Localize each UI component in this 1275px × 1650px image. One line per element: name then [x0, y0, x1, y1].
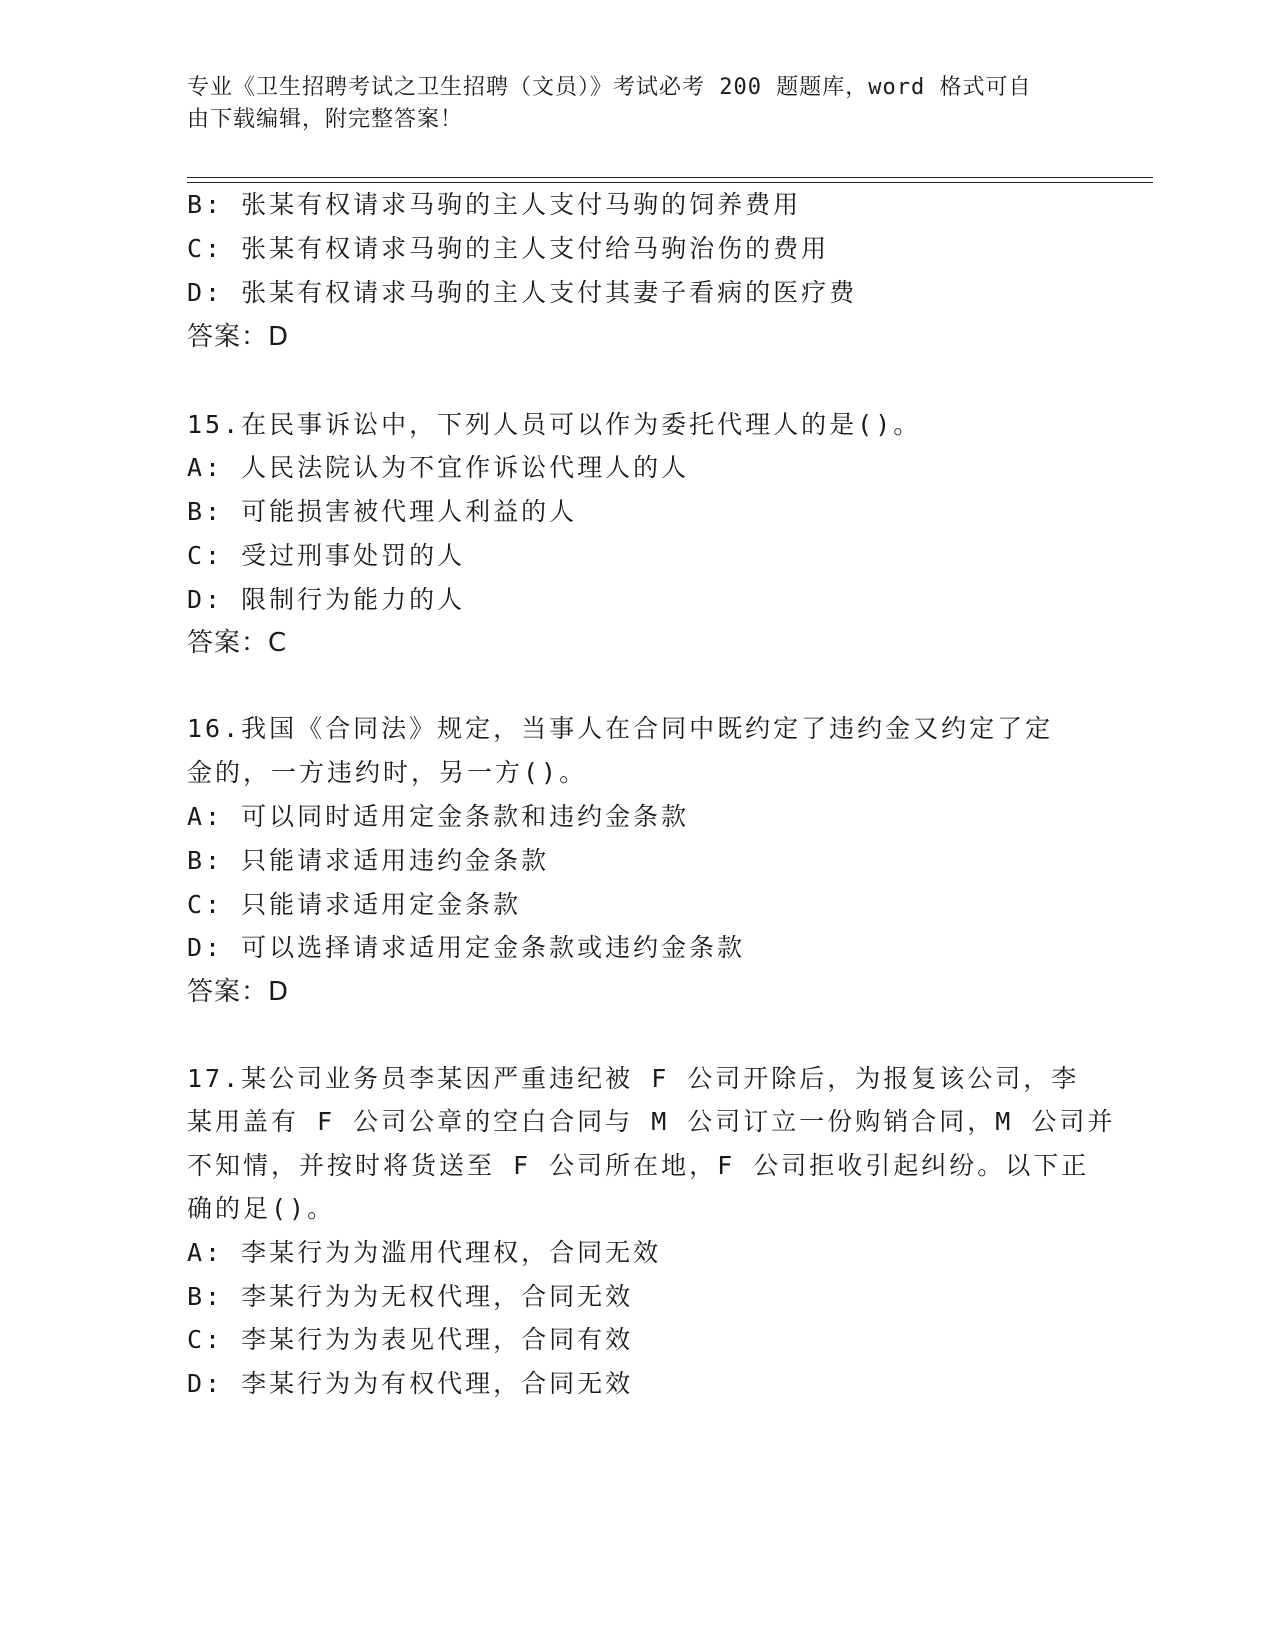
q17-stem-line-3: 不知情，并按时将货送至 F 公司所在地，F 公司拒收引起纠纷。以下正 — [187, 1151, 1090, 1180]
q15-option-b: B: 可能损害被代理人利益的人 — [187, 497, 578, 526]
q15-option-a: A: 人民法院认为不宜作诉讼代理人的人 — [187, 453, 690, 482]
q15-option-c: C: 受过刑事处罚的人 — [187, 541, 466, 570]
header-divider-bottom — [187, 182, 1153, 183]
q14-option-c: C: 张某有权请求马驹的主人支付给马驹治伤的费用 — [187, 234, 830, 263]
q14-option-b: B: 张某有权请求马驹的主人支付马驹的饲养费用 — [187, 190, 802, 219]
q14-answer: 答案：D — [187, 322, 290, 352]
q17-option-b: B: 李某行为为无权代理，合同无效 — [187, 1282, 634, 1311]
q16-answer: 答案：D — [187, 977, 290, 1007]
q16-stem-line-2: 金的，一方违约时，另一方()。 — [187, 758, 588, 787]
q15-answer: 答案：C — [187, 628, 288, 658]
header-line-2: 由下载编辑，附完整答案！ — [187, 107, 464, 132]
q17-option-c: C: 李某行为为表见代理，合同有效 — [187, 1325, 634, 1354]
document-header — [187, 72, 1067, 136]
q15-option-d: D: 限制行为能力的人 — [187, 585, 466, 614]
q16-option-a: A: 可以同时适用定金条款和违约金条款 — [187, 802, 690, 831]
q17-stem-line-4: 确的足()。 — [187, 1194, 336, 1223]
q16-option-d: D: 可以选择请求适用定金条款或违约金条款 — [187, 933, 746, 962]
q16-stem-line-1: 16.我国《合同法》规定，当事人在合同中既约定了违约金又约定了定 — [187, 714, 1054, 743]
header-line-1: 专业《卫生招聘考试之卫生招聘（文员）》考试必考 200 题题库，word 格式可自 — [187, 75, 1032, 100]
q17-stem-line-2: 某用盖有 F 公司公章的空白合同与 M 公司订立一份购销合同，M 公司并 — [187, 1107, 1116, 1136]
q16-option-c: C: 只能请求适用定金条款 — [187, 890, 522, 919]
q16-option-b: B: 只能请求适用违约金条款 — [187, 846, 550, 875]
q17-option-a: A: 李某行为为滥用代理权，合同无效 — [187, 1238, 662, 1267]
q17-stem-line-1: 17.某公司业务员李某因严重违纪被 F 公司开除后，为报复该公司，李 — [187, 1064, 1080, 1093]
q17-option-d: D: 李某行为为有权代理，合同无效 — [187, 1369, 634, 1398]
header-divider-top — [187, 177, 1153, 178]
q15-stem: 15.在民事诉讼中，下列人员可以作为委托代理人的是()。 — [187, 410, 922, 439]
q14-option-d: D: 张某有权请求马驹的主人支付其妻子看病的医疗费 — [187, 278, 858, 307]
